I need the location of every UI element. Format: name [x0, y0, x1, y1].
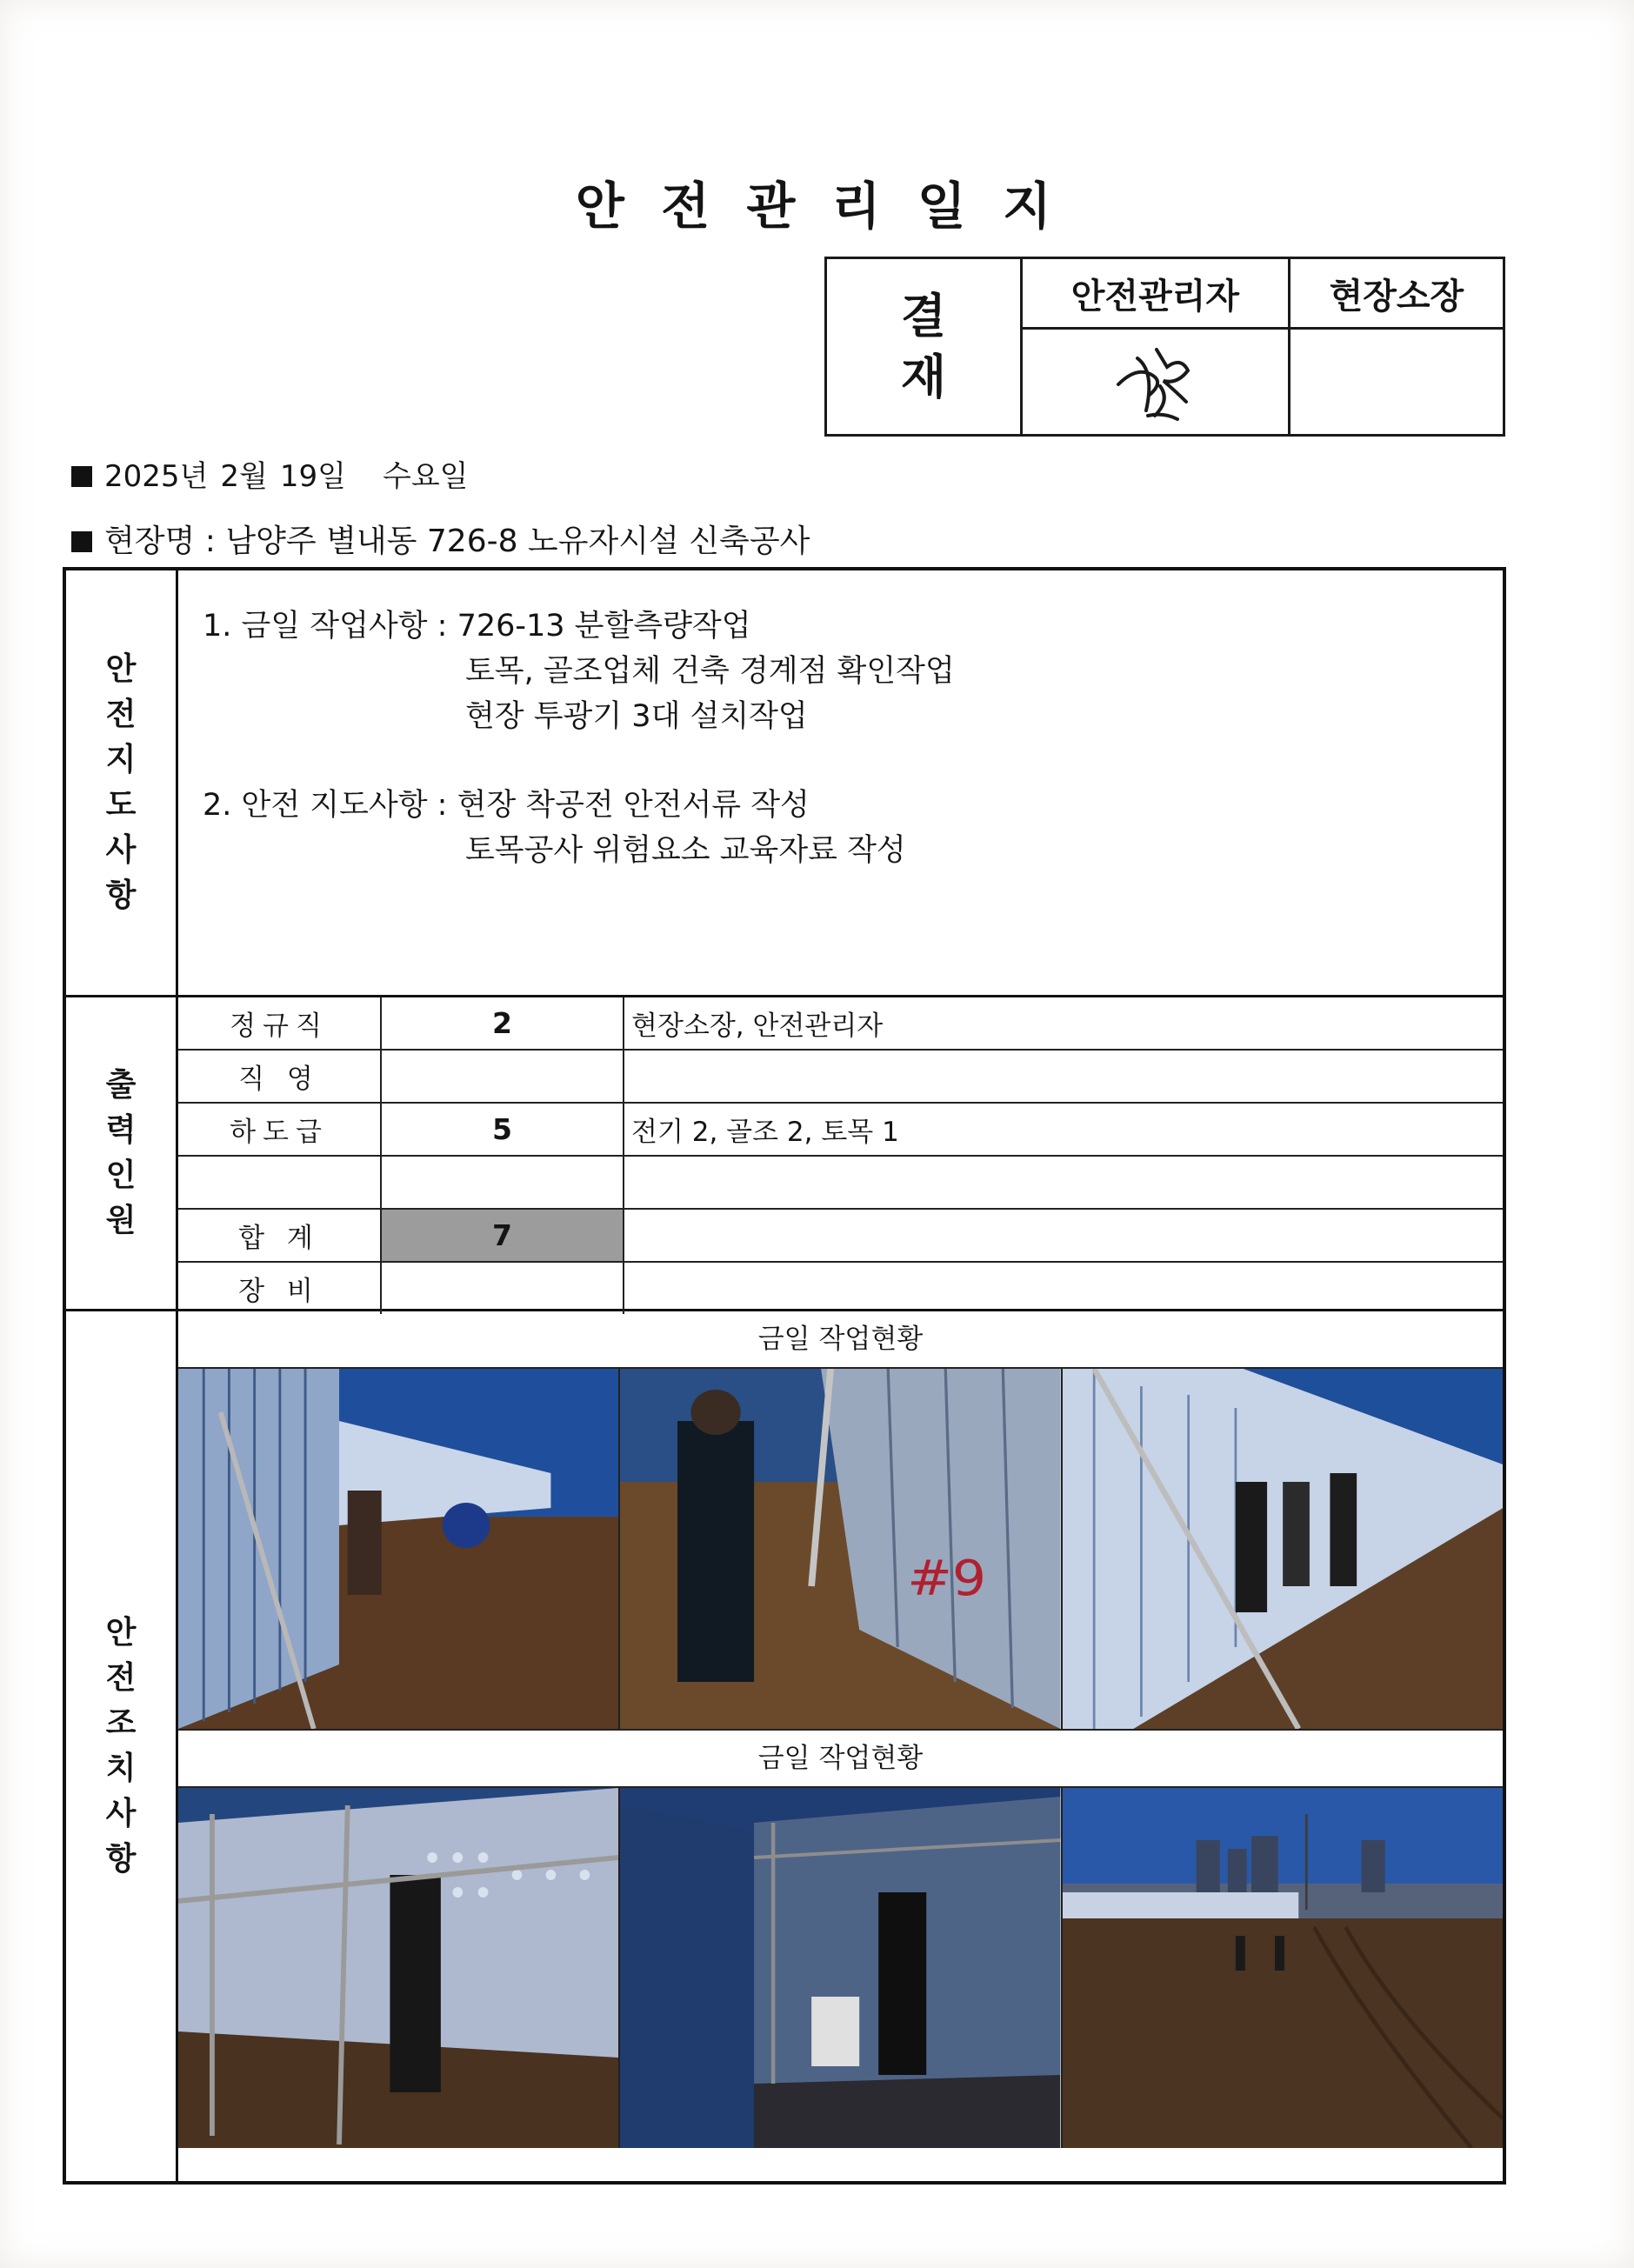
- approval-side-char: 재: [900, 349, 947, 404]
- photo-row-top: [178, 1369, 1503, 1729]
- label-char: 사: [105, 1796, 137, 1831]
- work-label: 1. 금일 작업사항 :: [203, 609, 457, 644]
- label-char: 출: [105, 1067, 137, 1103]
- label-char: 사: [105, 832, 137, 868]
- label-char: 치: [105, 1751, 137, 1786]
- staff-note: [624, 1209, 1503, 1262]
- label-char: 력: [105, 1112, 137, 1148]
- staff-count: [381, 1050, 624, 1103]
- staff-category: 하도급: [178, 1103, 381, 1156]
- table-row: [178, 1209, 1503, 1262]
- site-label: 현장명: [104, 524, 196, 559]
- date-line: [71, 452, 469, 495]
- label-char: 안: [105, 651, 137, 687]
- staff-note: [624, 1156, 1503, 1209]
- work-item: 726-13 분할측량작업: [457, 609, 751, 644]
- staff-category: [178, 1156, 381, 1209]
- section-label-measures: [66, 1311, 178, 2181]
- date-month: 2월: [220, 459, 268, 494]
- site-photo: [178, 1369, 620, 1729]
- guide-item: 현장 착공전 안전서류 작성: [457, 788, 810, 823]
- guidance-content: [203, 604, 955, 873]
- site-photo: [1063, 1788, 1503, 2148]
- site-photo: [620, 1788, 1062, 2148]
- log-table: [63, 567, 1506, 2185]
- site-photo: [1063, 1369, 1503, 1729]
- safety-guidance-section: [66, 570, 1503, 997]
- table-row: [178, 997, 1503, 1050]
- label-char: 항: [105, 877, 137, 913]
- staff-note: [624, 1050, 1503, 1103]
- approval-side-char: 결: [900, 288, 947, 344]
- approval-side-label: [826, 258, 1022, 436]
- label-char: 전: [105, 1660, 137, 1696]
- site-photo: [178, 1788, 620, 2148]
- work-item: 토목, 골조업체 건축 경계점 확인작업: [465, 654, 955, 689]
- staff-count: [381, 1262, 624, 1314]
- guide-label: 2. 안전 지도사항 :: [203, 788, 457, 823]
- staff-category: 직 영: [178, 1050, 381, 1103]
- staff-count: 5: [381, 1103, 624, 1156]
- signature-site-manager: [1289, 329, 1504, 436]
- approval-header-safety-manager: 안전관리자: [1022, 258, 1290, 329]
- site-line: 현장명 : 남양주 별내동 726-8 노유자시설 신축공사: [71, 517, 810, 561]
- staff-note: [624, 1262, 1503, 1314]
- staff-note: 현장소장, 안전관리자: [624, 997, 1503, 1050]
- staff-count: 2: [381, 997, 624, 1050]
- table-row: [178, 1050, 1503, 1103]
- handwritten-signature: [1103, 332, 1207, 428]
- date-day: 19일: [279, 459, 346, 494]
- label-char: 조: [105, 1705, 137, 1741]
- section-label-guidance: [66, 570, 178, 995]
- label-char: 지: [105, 742, 137, 777]
- safety-measures-section: [66, 1311, 1503, 2181]
- label-char: 안: [105, 1615, 137, 1651]
- approval-box: [824, 257, 1505, 437]
- label-char: 원: [105, 1203, 137, 1238]
- site-name: 남양주 별내동 726-8 노유자시설 신축공사: [225, 524, 810, 559]
- label-char: 인: [105, 1157, 137, 1193]
- label-char: 항: [105, 1841, 137, 1877]
- staff-count: [381, 1156, 624, 1209]
- date-year: 2025년: [104, 459, 209, 494]
- approval-header-site-manager: 현장소장: [1289, 258, 1504, 329]
- svg-text:#9: #9: [907, 1549, 987, 1607]
- guide-item: 토목공사 위험요소 교육자료 작성: [465, 833, 906, 868]
- label-char: 전: [105, 697, 137, 732]
- site-photo: [620, 1369, 1062, 1729]
- table-row: [178, 1156, 1503, 1209]
- staff-table: [178, 997, 1503, 1314]
- document-title: 안 전 관 리 일 지: [575, 177, 1059, 236]
- staff-category: 정규직: [178, 997, 381, 1050]
- staff-category: 장 비: [178, 1262, 381, 1314]
- label-char: 도: [105, 787, 137, 823]
- work-item: 현장 투광기 3대 설치작업: [465, 699, 808, 734]
- photo-row-bottom: [178, 1788, 1503, 2148]
- staff-category: 합 계: [178, 1209, 381, 1262]
- staff-note: 전기 2, 골조 2, 토목 1: [624, 1103, 1503, 1156]
- staff-total-count: 7: [381, 1209, 624, 1262]
- staff-section: [66, 997, 1503, 1311]
- section-label-staff: [66, 997, 178, 1309]
- table-row: [178, 1103, 1503, 1156]
- bullet-square-icon: [71, 466, 92, 487]
- bullet-square-icon: [71, 531, 92, 552]
- date-weekday: 수요일: [382, 459, 469, 494]
- photo-caption-bottom: 금일 작업현황: [178, 1729, 1503, 1788]
- signature-safety-manager: [1022, 329, 1290, 436]
- table-row: [178, 1262, 1503, 1314]
- photo-caption-top: 금일 작업현황: [178, 1311, 1503, 1369]
